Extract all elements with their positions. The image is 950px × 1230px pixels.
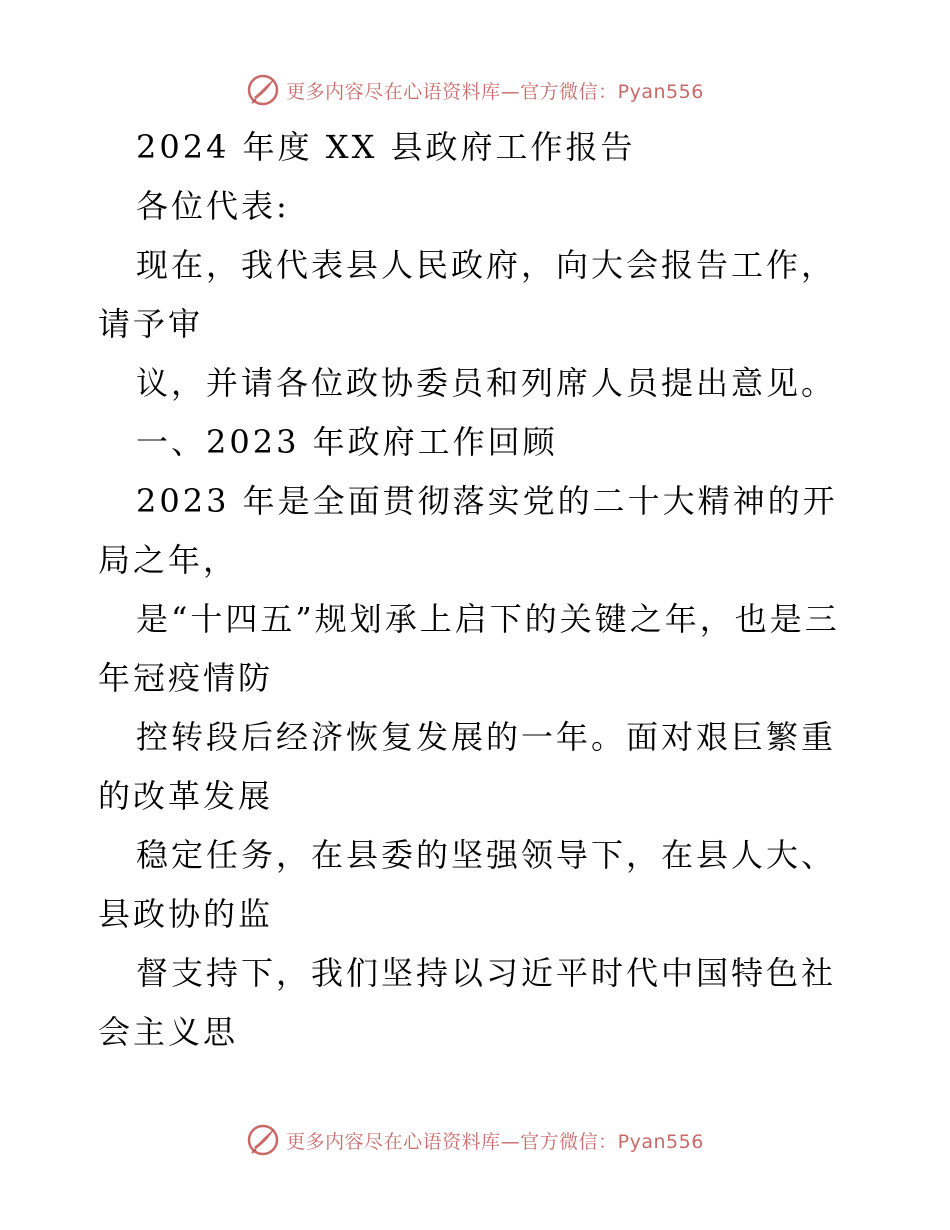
document-title: 2024 年度 XX 县政府工作报告 — [136, 128, 636, 166]
quill-logo-icon — [246, 1123, 280, 1157]
watermark-text: 更多内容尽在心语资料库—官方微信：Pyan556 — [286, 80, 704, 103]
paragraph: 现在，我代表县人民政府，向大会报告工作，请予审 — [98, 246, 837, 343]
paragraph: 稳定任务，在县委的坚强领导下，在县人大、县政协的监 — [98, 836, 837, 933]
watermark-text: 更多内容尽在心语资料库—官方微信：Pyan556 — [286, 1130, 704, 1153]
salutation: 各位代表: — [136, 187, 290, 225]
paragraph: 议，并请各位政协委员和列席人员提出意见。 — [136, 364, 837, 402]
paragraph: 是“十四五”规划承上启下的关键之年，也是三年冠疫情防 — [98, 600, 840, 697]
section-heading: 一、2023 年政府工作回顾 — [136, 423, 558, 461]
quill-logo-icon — [246, 73, 280, 107]
paragraph: 督支持下，我们坚持以习近平时代中国特色社会主义思 — [98, 954, 837, 1051]
document-body — [98, 118, 858, 1062]
paragraph: 控转段后经济恢复发展的一年。面对艰巨繁重的改革发展 — [98, 718, 837, 815]
header-watermark — [0, 70, 950, 110]
paragraph: 2023 年是全面贯彻落实党的二十大精神的开局之年， — [98, 482, 838, 579]
footer-watermark — [0, 1120, 950, 1160]
